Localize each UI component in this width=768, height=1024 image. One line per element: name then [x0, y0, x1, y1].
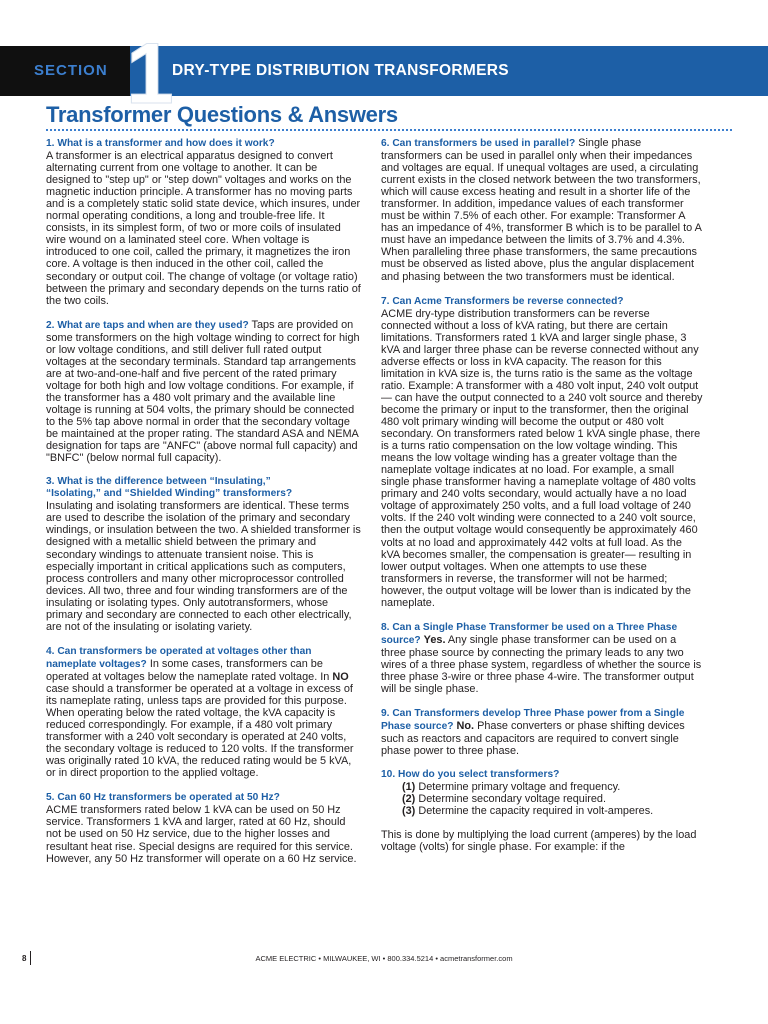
dotted-divider	[46, 129, 732, 131]
step-item	[402, 781, 703, 793]
answer-4-part-2: case should a transformer be operated at a voltage in excess of its nameplate rating, unless taps are provided for this purpose. When operating below the rated voltage, the kVA capacity is reduced correspondingly. For example, if a 480 volt primary transformer with a 240 volt secondary is operated at 240 volts, the secondary voltage is reduced to 120 volts. If the transformer was originally rated 10 kVA, the reduced rating would be 5 kVA, or in direct proportion to the applied voltage.	[46, 682, 354, 780]
qa-2	[46, 319, 362, 465]
answer-1: A transformer is an electrical apparatus designed to convert alternating current from one voltage to another. It can be designed to "step up" or "step down" voltages and works on the magnetic induction principle. A transformer has no moving parts and is a completely static solid state device, which insures, under normal operating conditions, a long and trouble-free life. It consists, in its simplest form, of two or more coils of insulated wire wound on a laminated steel core. When voltage is introduced to one coil, called the primary, it magnetizes the iron core. A voltage is then induced in the other coil, called the secondary or output coil. The change of voltage (or voltage ratio) between the primary and secondary depends on the turns ratio of the two coils.	[46, 150, 361, 307]
qa-4	[46, 645, 362, 780]
page-number: 8	[22, 954, 27, 963]
answer-6: Single phase transformers can be used in parallel only when their impedances and voltages are equal. If unequal voltages are used, a circulating current exists in the closed network between the two transformers, which will cause excess heating and result in a shorter life of the transformer. In addition, impedance values of each transformer must be within 7.5% of each other. For example: Transformer A has an impedance of 4%, transformer B which is to be parallel to A must have an impedance between the limits of 3.7% and 4.3%. When paralleling three phase transformers, the same precautions must be observed as listed above, plus the angular displacement and phasing between the two transformers must be identical.	[381, 137, 702, 283]
answer-4-part-1: In some cases, transformers can be operated at voltages below the nameplate rated voltage. In	[46, 657, 330, 683]
question-3-line-1: 3. What is the difference between “Insulating,”	[46, 476, 271, 488]
step-item	[402, 793, 703, 805]
answer-5: ACME transformers rated below 1 kVA can be used on 50 Hz service. Transformers 1 kVA and larger, rated at 60 Hz, should not be used on 50 Hz service, due to the higher losses and resultant heat rise. Special designs are required for this service. However, any 50 Hz transformer will operate on a 60 Hz service.	[46, 804, 357, 865]
qa-1	[46, 137, 362, 307]
qa-6	[381, 137, 703, 283]
answer-7: ACME dry-type distribution transformers can be reverse connected without a loss of kVA rating, but there are certain limitations. Transformers rated 1 kVA and larger single phase, 3 kVA and larger three phase can be reverse connected without any adverse effects or loss in kVA capacity. The reason for this limitation in kVA size is, the turns ratio is the same as the voltage ratio. Example: A transformer with a 480 volt input, 240 volt output— can have the output connected to a 240 volt source and thereby become the primary or input to the transformer, then the original 480 volt primary winding will become the output or 480 volt secondary. On transformers rated below 1 kVA single phase, there is a turns ratio compensation on the low voltage winding. This means the low voltage winding has a greater voltage than the nameplate voltage indicates at no load. For example, a small single phase transformer having a nameplate voltage of 480 volts primary and 240 volts secondary, would actually have a no load voltage of approximately 250 volts, and a full load voltage of 240 volts. If the 240 volt winding were connected to a 240 volt source, then the output voltage would consequently be approximately 460 volts at no load and approximately 442 volts at full load. As the kVA becomes smaller, the compensation is greater— resulting in lower output voltages. When one attempts to use these transformers in reverse, the transformer will not be harmed; however, the output voltage will be lower than is indicated by the nameplate.	[381, 307, 703, 609]
step-number: (3)	[402, 805, 416, 818]
section-title: DRY-TYPE DISTRIBUTION TRANSFORMERS	[172, 62, 509, 79]
question-9: 9. Can Transformers develop Three Phase power from a Single Phase source?	[381, 708, 685, 733]
answer-8: Any single phase transformer can be used on a three phase source by connecting the primary leads to any two wires of a three phase system, regardless of whether the source is three phase 3-wire or three phase 4-wire. The transformer output will be single phase.	[381, 633, 702, 696]
step-text: Determine primary voltage and frequency.	[418, 781, 621, 794]
answer-8-emphasis: Yes.	[423, 633, 446, 646]
qa-7	[381, 295, 703, 609]
answer-9-emphasis: No.	[456, 720, 475, 733]
step-text: Determine the capacity required in volt-amperes.	[418, 805, 654, 818]
question-3-line-2: “Isolating,” and “Shielded Winding” transformers?	[46, 488, 293, 500]
qa-3	[46, 476, 362, 633]
section-number: 1	[126, 26, 174, 122]
question-6: 6. Can transformers be used in parallel?	[381, 138, 576, 149]
step-item	[402, 805, 703, 817]
qa-8	[381, 621, 703, 695]
step-text: Determine secondary voltage required.	[418, 793, 607, 806]
answer-10: This is done by multiplying the load current (amperes) by the load voltage (volts) for single phase. For example: if the	[381, 829, 697, 854]
question-5: 5. Can 60 Hz transformers be operated at 50 Hz?	[46, 792, 280, 804]
selection-steps	[381, 781, 703, 817]
question-10: 10. How do you select transformers?	[381, 769, 560, 781]
answer-4-emphasis: NO	[332, 670, 349, 683]
qa-9	[381, 707, 703, 757]
answer-2: Taps are provided on some transformers on the high voltage winding to correct for high or low voltage conditions, and still deliver full rated output voltages at the secondary terminals. Standard tap arrangements are at two-and-one-half and five percent of the rated primary voltage for both high and low voltage conditions. For example, if the transformer has a 480 volt primary and the available line voltage is running at 504 volts, the primary should be connected to the 5% tap above normal in order that the secondary voltage be maintained at the proper rating. The standard ASA and NEMA designation for taps are "ANFC" (above normal full capacity) and "BNFC" (below normal full capacity).	[46, 318, 360, 465]
answer-3: Insulating and isolating transformers are identical. These terms are used to describe the isolation of the primary and secondary windings, or insulation between the two. A shielded transformer is designed with a metallic shield between the primary and secondary windings to attenuate transient noise. This is especially important in critical applications such as computers, process controllers and many other microprocessor controlled devices. All two, three and four winding transformers are of the insulating or isolating types. Only autotransformers, whose primary and secondary are connected to each other electrically, are not of the insulating or isolating variety.	[46, 500, 361, 633]
qa-10	[381, 769, 703, 853]
qa-5	[46, 791, 362, 864]
question-2: 2. What are taps and when are they used?	[46, 319, 249, 331]
page-title: Transformer Questions & Answers	[46, 102, 398, 127]
step-number: (1)	[402, 781, 416, 794]
question-4: 4. Can transformers be operated at voltages other than nameplate voltages?	[46, 645, 312, 670]
section-label: SECTION	[34, 62, 108, 79]
left-column	[46, 137, 362, 877]
answer-9: Phase converters or phase shifting devices such as reactors and capacitors are required to convert single phase power to three phase.	[381, 720, 685, 758]
question-7: 7. Can Acme Transformers be reverse connected?	[381, 295, 624, 307]
question-8: 8. Can a Single Phase Transformer be used on a Three Phase source?	[381, 621, 678, 646]
question-1: 1. What is a transformer and how does it work?	[46, 138, 275, 149]
step-number: (2)	[402, 793, 416, 806]
right-column	[381, 137, 703, 866]
footer-contact: ACME ELECTRIC • MILWAUKEE, WI • 800.334.5214 • acmetransformer.com	[255, 954, 513, 963]
